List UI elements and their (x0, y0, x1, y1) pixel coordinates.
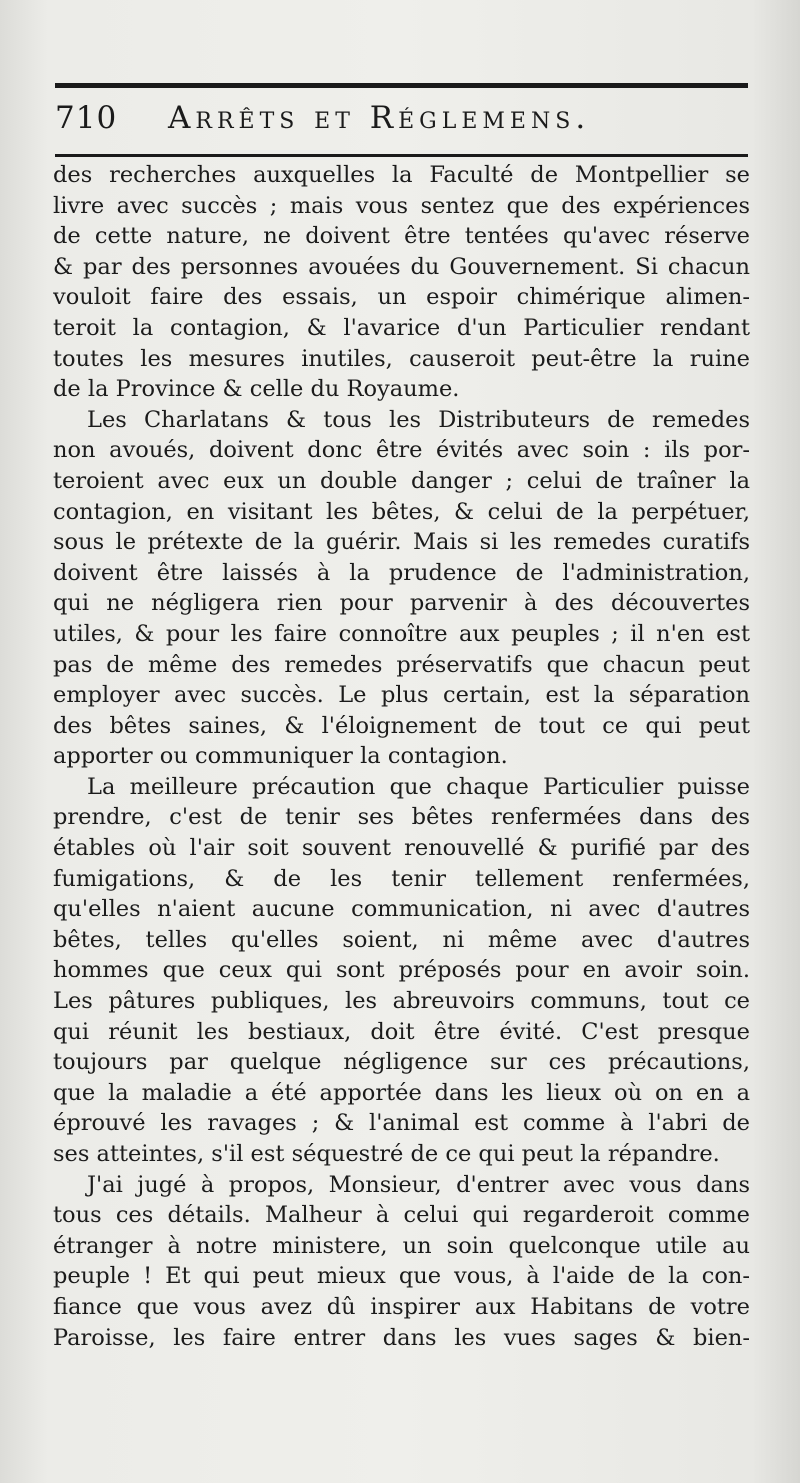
text-line: apporter ou communiquer la contagion. (53, 743, 508, 770)
running-title: Arrêts et Réglemens. (168, 100, 591, 136)
text-line: des bêtes saines, & l'éloignement de tout ce qui peut (53, 712, 750, 739)
text-line: de cette nature, ne doivent être tentées qu'avec réserve (53, 223, 750, 250)
header-rule-top (55, 83, 748, 88)
page-header (55, 100, 748, 146)
body-text (53, 160, 750, 1353)
text-line: utiles, & pour les faire connoître aux peuples ; il n'en est (53, 620, 750, 647)
text-line: non avoués, doivent donc être évités avec soin : ils por- (53, 437, 750, 464)
text-line: peuple ! Et qui peut mieux que vous, à l'aide de la con- (53, 1263, 750, 1290)
text-line: hommes que ceux qui sont préposés pour en avoir soin. (53, 957, 750, 984)
paragraph-start-line: J'ai jugé à propos, Monsieur, d'entrer avec vous dans (87, 1171, 750, 1198)
text-line: qui réunit les bestiaux, doit être évité. C'est presque (53, 1018, 750, 1045)
text-line: éprouvé les ravages ; & l'animal est comme à l'abri de (53, 1110, 750, 1137)
text-line: Les pâtures publiques, les abreuvoirs communs, tout ce (53, 988, 750, 1015)
text-line: tous ces détails. Malheur à celui qui regarderoit comme (53, 1202, 750, 1229)
paragraph-start-line: Les Charlatans & tous les Distributeurs de remedes (87, 406, 750, 433)
text-line: ses atteintes, s'il est séquestré de ce qui peut la répandre. (53, 1141, 720, 1167)
text-line: fumigations, & de les tenir tellement renfermées, (53, 865, 750, 892)
text-line: teroit la contagion, & l'avarice d'un Particulier rendant (53, 314, 750, 341)
text-line: qui ne négligera rien pour parvenir à des découvertes (53, 590, 750, 617)
text-line: livre avec succès ; mais vous sentez que des expériences (53, 192, 750, 219)
text-line: pas de même des remedes préservatifs que chacun peut (53, 651, 750, 678)
text-line: prendre, c'est de tenir ses bêtes renfermées dans des (53, 804, 750, 831)
text-line: teroient avec eux un double danger ; celui de traîner la (53, 467, 750, 494)
text-line: des recherches auxquelles la Faculté de Montpellier se (53, 162, 750, 188)
text-line: toujours par quelque négligence sur ces précautions, (53, 1049, 750, 1076)
text-line: de la Province & celle du Royaume. (53, 376, 460, 403)
text-line: contagion, en visitant les bêtes, & celui de la perpétuer, (53, 498, 750, 525)
paragraph-start-line: La meilleure précaution que chaque Particulier puisse (87, 773, 750, 800)
text-line: étables où l'air soit souvent renouvellé & purifié par des (53, 835, 750, 862)
text-line: bêtes, telles qu'elles soient, ni même avec d'autres (53, 926, 750, 953)
text-line: fiance que vous avez dû inspirer aux Habitans de votre (53, 1293, 750, 1320)
text-line: employer avec succès. Le plus certain, est la séparation (53, 682, 750, 709)
text-line: toutes les mesures inutiles, causeroit peut-être la ruine (53, 345, 750, 372)
header-rule-bottom (55, 154, 748, 157)
text-line: étranger à notre ministere, un soin quelconque utile au (53, 1232, 750, 1259)
text-line: Paroisse, les faire entrer dans les vues sages & bien- (53, 1324, 750, 1351)
text-line: vouloit faire des essais, un espoir chimérique alimen- (53, 284, 750, 311)
text-line: doivent être laissés à la prudence de l'administration, (53, 559, 750, 586)
text-line: sous le prétexte de la guérir. Mais si les remedes curatifs (53, 529, 750, 556)
page-number: 710 (55, 100, 118, 136)
text-line: que la maladie a été apportée dans les lieux où on en a (53, 1079, 750, 1106)
text-line: qu'elles n'aient aucune communication, ni avec d'autres (53, 896, 750, 923)
text-line: & par des personnes avouées du Gouvernement. Si chacun (53, 253, 750, 280)
